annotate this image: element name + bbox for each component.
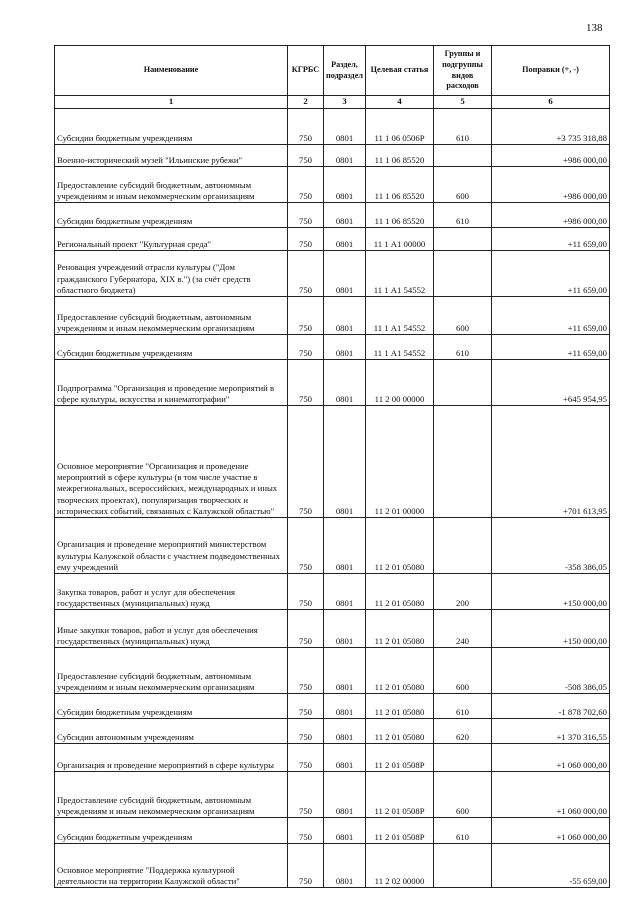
column-number: 1 [55,96,288,109]
table-row [55,844,610,888]
row-amount: +11 659,00 [492,251,610,297]
row-amount: +1 370 316,55 [492,719,610,744]
table-row [55,406,610,518]
row-kgrbs: 750 [288,145,324,167]
row-amount: +150 000,00 [492,574,610,610]
row-section: 0801 [324,818,366,844]
header-kgrbs: КГРБС [288,46,324,96]
table-row [55,518,610,574]
row-group [434,360,492,406]
table-row [55,719,610,744]
row-name: Подпрограмма "Организация и проведение мероприятий в сфере культуры, искусства и кинематографии" [55,360,288,406]
header-amount: Поправки (+, -) [492,46,610,96]
row-amount: +986 000,00 [492,145,610,167]
row-group [434,844,492,888]
row-amount: +11 659,00 [492,228,610,251]
table-row [55,228,610,251]
table-row [55,772,610,818]
row-amount: +986 000,00 [492,203,610,228]
row-section: 0801 [324,406,366,518]
row-group: 600 [434,772,492,818]
table-row [55,818,610,844]
row-section: 0801 [324,719,366,744]
row-kgrbs: 750 [288,109,324,145]
table-row [55,744,610,772]
row-section: 0801 [324,145,366,167]
row-kgrbs: 750 [288,297,324,335]
row-group: 610 [434,109,492,145]
row-kgrbs: 750 [288,694,324,719]
row-name: Реновация учреждений отрасли культуры ("Дом гражданского Губернатора, XIX в.") (за счёт средств областного бюджета) [55,251,288,297]
row-kgrbs: 750 [288,360,324,406]
row-target: 11 2 01 05080 [366,719,434,744]
row-amount: +1 060 000,00 [492,818,610,844]
row-name: Предоставление субсидий бюджетным, автономным учреждениям и иным некоммерческим организациям [55,297,288,335]
row-amount: +701 613,95 [492,406,610,518]
row-name: Субсидии бюджетным учреждениям [55,818,288,844]
row-section: 0801 [324,844,366,888]
row-target: 11 2 01 0508Р [366,772,434,818]
row-name: Региональный проект "Культурная среда" [55,228,288,251]
row-target: 11 2 01 05080 [366,518,434,574]
row-group: 620 [434,719,492,744]
row-name: Основное мероприятие "Организация и проведение мероприятий в сфере культуры (в том числе участие в межрегиональных, всероссийских, международных и иных творческих проектах), популяризация творческих и исторических событий, связанных с Калужской областью" [55,406,288,518]
row-kgrbs: 750 [288,648,324,694]
row-target: 11 2 00 00000 [366,360,434,406]
row-name: Организация и проведение мероприятий в сфере культуры [55,744,288,772]
row-kgrbs: 750 [288,203,324,228]
row-group [434,145,492,167]
row-group: 200 [434,574,492,610]
row-target: 11 1 А1 54552 [366,335,434,360]
row-name: Организация и проведение мероприятий министерством культуры Калужской области с участием подведомственных ему учреждений [55,518,288,574]
row-name: Иные закупки товаров, работ и услуг для обеспечения государственных (муниципальных) нужд [55,610,288,648]
row-kgrbs: 750 [288,610,324,648]
row-target: 11 1 06 85520 [366,167,434,203]
row-group: 610 [434,818,492,844]
row-kgrbs: 750 [288,251,324,297]
row-kgrbs: 750 [288,719,324,744]
row-name: Закупка товаров, работ и услуг для обеспечения государственных (муниципальных) нужд [55,574,288,610]
table-row [55,360,610,406]
row-kgrbs: 750 [288,772,324,818]
row-target: 11 2 01 0508Р [366,818,434,844]
column-number: 2 [288,96,324,109]
row-section: 0801 [324,648,366,694]
row-amount: +645 954,95 [492,360,610,406]
row-section: 0801 [324,574,366,610]
row-group [434,228,492,251]
row-group: 610 [434,694,492,719]
row-section: 0801 [324,228,366,251]
row-group [434,251,492,297]
table-row [55,648,610,694]
row-name: Основное мероприятие "Поддержка культурной деятельности на территории Калужской области" [55,844,288,888]
row-amount: +1 060 000,00 [492,744,610,772]
row-section: 0801 [324,694,366,719]
row-group: 600 [434,167,492,203]
row-amount: +11 659,00 [492,297,610,335]
row-target: 11 1 06 0506Р [366,109,434,145]
header-name: Наименование [55,46,288,96]
row-section: 0801 [324,518,366,574]
row-target: 11 2 01 05080 [366,610,434,648]
row-amount: -508 386,05 [492,648,610,694]
row-section: 0801 [324,610,366,648]
row-section: 0801 [324,251,366,297]
row-target: 11 2 01 0508Р [366,744,434,772]
row-amount: +3 735 318,88 [492,109,610,145]
table-row [55,251,610,297]
row-section: 0801 [324,203,366,228]
column-number: 4 [366,96,434,109]
row-group: 240 [434,610,492,648]
row-section: 0801 [324,772,366,818]
row-name: Субсидии бюджетным учреждениям [55,203,288,228]
row-amount: -1 878 702,60 [492,694,610,719]
row-kgrbs: 750 [288,335,324,360]
table-row [55,335,610,360]
row-name: Субсидии бюджетным учреждениям [55,694,288,719]
row-kgrbs: 750 [288,518,324,574]
row-kgrbs: 750 [288,228,324,251]
row-target: 11 2 01 05080 [366,574,434,610]
row-name: Предоставление субсидий бюджетным, автономным учреждениям и иным некоммерческим организациям [55,772,288,818]
budget-table [54,45,610,888]
row-target: 11 2 01 05080 [366,694,434,719]
row-name: Предоставление субсидий бюджетным, автономным учреждениям и иным некоммерческим организациям [55,648,288,694]
column-number-row [55,96,610,109]
row-kgrbs: 750 [288,167,324,203]
column-number: 6 [492,96,610,109]
row-kgrbs: 750 [288,744,324,772]
table-row [55,574,610,610]
row-target: 11 1 06 85520 [366,145,434,167]
row-section: 0801 [324,297,366,335]
table-row [55,167,610,203]
table-row [55,109,610,145]
row-target: 11 1 06 85520 [366,203,434,228]
row-target: 11 2 01 00000 [366,406,434,518]
row-name: Субсидии автономным учреждениям [55,719,288,744]
row-kgrbs: 750 [288,818,324,844]
row-amount: +11 659,00 [492,335,610,360]
row-target: 11 1 А1 54552 [366,297,434,335]
row-target: 11 1 А1 00000 [366,228,434,251]
row-group: 600 [434,648,492,694]
row-name: Предоставление субсидий бюджетным, автономным учреждениям и иным некоммерческим организациям [55,167,288,203]
page-number: 138 [586,22,603,34]
row-group: 610 [434,335,492,360]
row-section: 0801 [324,109,366,145]
table-row [55,145,610,167]
row-amount: +1 060 000,00 [492,772,610,818]
header-row [55,46,610,96]
row-kgrbs: 750 [288,406,324,518]
header-section: Раздел, подраздел [324,46,366,96]
row-kgrbs: 750 [288,844,324,888]
table-row [55,610,610,648]
header-target: Целевая статья [366,46,434,96]
row-group: 600 [434,297,492,335]
row-group [434,518,492,574]
row-name: Субсидии бюджетным учреждениям [55,335,288,360]
table-row [55,694,610,719]
column-number: 5 [434,96,492,109]
row-section: 0801 [324,360,366,406]
row-target: 11 2 02 00000 [366,844,434,888]
row-kgrbs: 750 [288,574,324,610]
row-amount: -358 386,05 [492,518,610,574]
row-group [434,406,492,518]
row-section: 0801 [324,744,366,772]
row-section: 0801 [324,167,366,203]
table-body [55,109,610,888]
table-row [55,203,610,228]
row-target: 11 1 А1 54552 [366,251,434,297]
row-section: 0801 [324,335,366,360]
table-row [55,297,610,335]
row-target: 11 2 01 05080 [366,648,434,694]
column-number: 3 [324,96,366,109]
row-amount: +150 000,00 [492,610,610,648]
row-group: 610 [434,203,492,228]
row-name: Субсидии бюджетным учреждениям [55,109,288,145]
row-amount: +986 000,00 [492,167,610,203]
row-amount: -55 659,00 [492,844,610,888]
row-group [434,744,492,772]
row-name: Военно-исторический музей "Ильинские рубежи" [55,145,288,167]
header-group: Группы и подгруппы видов расходов [434,46,492,96]
